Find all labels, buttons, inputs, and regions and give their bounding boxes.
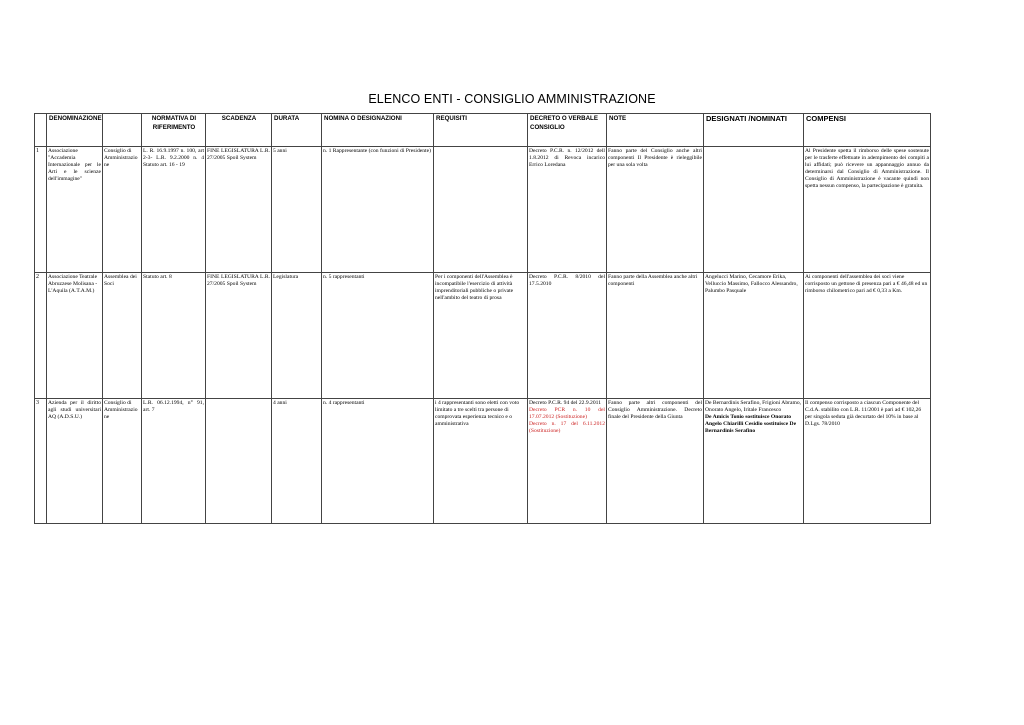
- header-normativa: NORMATIVA DI RIFERIMENTO: [142, 114, 206, 147]
- designati-text: De Bernardinis Serafino, Frigioni Abramo, Onorato Angelo, Iritale Francesco: [705, 400, 802, 413]
- header-requisiti: REQUISITI: [434, 114, 528, 147]
- cell-designati: [704, 399, 804, 524]
- row-number: 2: [35, 273, 47, 399]
- cell-designati: [704, 147, 804, 273]
- cell-scadenza: [206, 399, 272, 524]
- cell-nomina: n. 5 rappresentanti: [322, 273, 434, 399]
- header-decreto: DECRETO O VERBALE CONSIGLIO: [528, 114, 607, 147]
- cell-organo: Consiglio di Amministrazione: [103, 399, 142, 524]
- row-number: 3: [35, 399, 47, 524]
- cell-denominazione: Azienda per il diritto agli studi universitari AQ (A.D.S.U.): [47, 399, 103, 524]
- cell-designati: [704, 273, 804, 399]
- cell-denominazione: Associazione Teatrale Abruzzese Molisana - L'Aquila (A.T.A.M.): [47, 273, 103, 399]
- header-designati: DESIGNATI /NOMINATI: [704, 114, 804, 147]
- header-nomina: NOMINA O DESIGNAZIONI: [322, 114, 434, 147]
- cell-decreto: [528, 147, 607, 273]
- header-organo: [103, 114, 142, 147]
- cell-compensi: Al Presidente spetta il rimborso delle spese sostenute per le trasferte effettuate in adempimento dei compiti a lui affidati; può ricevere un appannaggio annuo da determinarsi dal Consiglio di Amministrazione. Il Consiglio di Amministrazione è vacante quindi non spetta nessun compenso, la partecipazione è gratuita.: [804, 147, 931, 273]
- cell-requisiti: Per i componenti dell'Assemblea è incompatibile l'esercizio di attività imprenditoriali pubbliche o private nell'ambito del teatro di prosa: [434, 273, 528, 399]
- page-title: ELENCO ENTI - CONSIGLIO AMMINISTRAZIONE: [368, 92, 656, 106]
- designati-bold-text: De Amicis Tonio sostituisce Onorato Angelo Chiarilli Cesidio sostituisce De Bernardinis Serafino: [705, 413, 797, 434]
- cell-normativa: L.R. 06.12.1994, n° 91, art. 7: [142, 399, 206, 524]
- cell-normativa: L. R. 16.9.1997 n. 100, art 2-3- L.R. 9.2.2000 n. 4 Statuto art. 16 - 19: [142, 147, 206, 273]
- header-num: [35, 114, 47, 147]
- cell-note: Fanno parte della Assemblea anche altri componenti: [607, 273, 704, 399]
- cell-scadenza: FINE LEGISLATURA L.R. 27/2005 Spoil System: [206, 147, 272, 273]
- table-row: [35, 273, 931, 399]
- cell-nomina: n. 4 rappresentanti: [322, 399, 434, 524]
- decreto-text: Decreto P.C.R. n. 12/2012 dell 1.8.2012 di Revoca incarico Errico Loredana: [529, 148, 605, 168]
- decreto-text: Decreto P.C.R. 8/2010 del 17.5.2010: [529, 274, 605, 287]
- cell-nomina: n. 1 Rappresentante (con funzioni di Presidente): [322, 147, 434, 273]
- cell-compensi: Il compenso corrisposto a ciascun Componente del C.d.A. stabilito con L.R. 11/2001 è pari ad € 102,26 per singola seduta già decurtato del 10% in base al D.Lgs. 78/2010: [804, 399, 931, 524]
- decreto-text: Decreto P.C.R. 94 del 22.9.2011: [529, 400, 602, 406]
- cell-compensi: Ai componenti dell'assemblea dei soci viene corrisposto un gettone di presenza pari a € 46,48 ed un rimborso chilometrico pari ad € 0,33 a Km.: [804, 273, 931, 399]
- designati-text: Angelucci Marino, Cecamore Erika, Velluccio Massimo, Fallocco Alessandro, Palumbo Pasquale: [705, 274, 798, 294]
- cell-durata: 4 anni: [272, 399, 322, 524]
- cell-durata: Legislatura: [272, 273, 322, 399]
- cell-scadenza: FINE LEGISLATURA L.R. 27/2005 Spoil System: [206, 273, 272, 399]
- cell-organo: Assemblea dei Soci: [103, 273, 142, 399]
- cell-organo: Consiglio di Amministrazione: [103, 147, 142, 273]
- header-scadenza: SCADENZA: [206, 114, 272, 147]
- cell-note: Fanno parte altri componenti del Consiglio Amministrazione. Decreto finale del Presidente della Giunta: [607, 399, 704, 524]
- decreto-red-text: Decreto PCR n. 10 del 17.07.2012 (Sostituzione): [529, 406, 605, 420]
- enti-table: [34, 113, 931, 524]
- cell-note: Fanno parte del Consiglio anche altri componenti Il Presidente è rieleggibile per una sola volta: [607, 147, 704, 273]
- cell-requisiti: i 4 rappresentanti sono eletti con voto limitato a tre scelti tra persone di comprovata esperienza tecnico e o amministrativa: [434, 399, 528, 524]
- header-denominazione: DENOMINAZIONE: [47, 114, 103, 147]
- cell-denominazione: Associazione "Accademia Internazionale per le Arti e le scienze dell'immagine": [47, 147, 103, 273]
- header-note: NOTE: [607, 114, 704, 147]
- header-durata: DURATA: [272, 114, 322, 147]
- cell-normativa: Statuto art. 8: [142, 273, 206, 399]
- decreto-red-text-2: Decreto n. 17 del 6.11.2012 (Sostituzione): [529, 420, 605, 434]
- cell-decreto: [528, 273, 607, 399]
- header-compensi: COMPENSI: [804, 114, 931, 147]
- header-row: [35, 114, 931, 147]
- row-number: 1: [35, 147, 47, 273]
- cell-requisiti: [434, 147, 528, 273]
- cell-decreto: [528, 399, 607, 524]
- table-row: [35, 147, 931, 273]
- cell-durata: 5 anni: [272, 147, 322, 273]
- table-row: [35, 399, 931, 524]
